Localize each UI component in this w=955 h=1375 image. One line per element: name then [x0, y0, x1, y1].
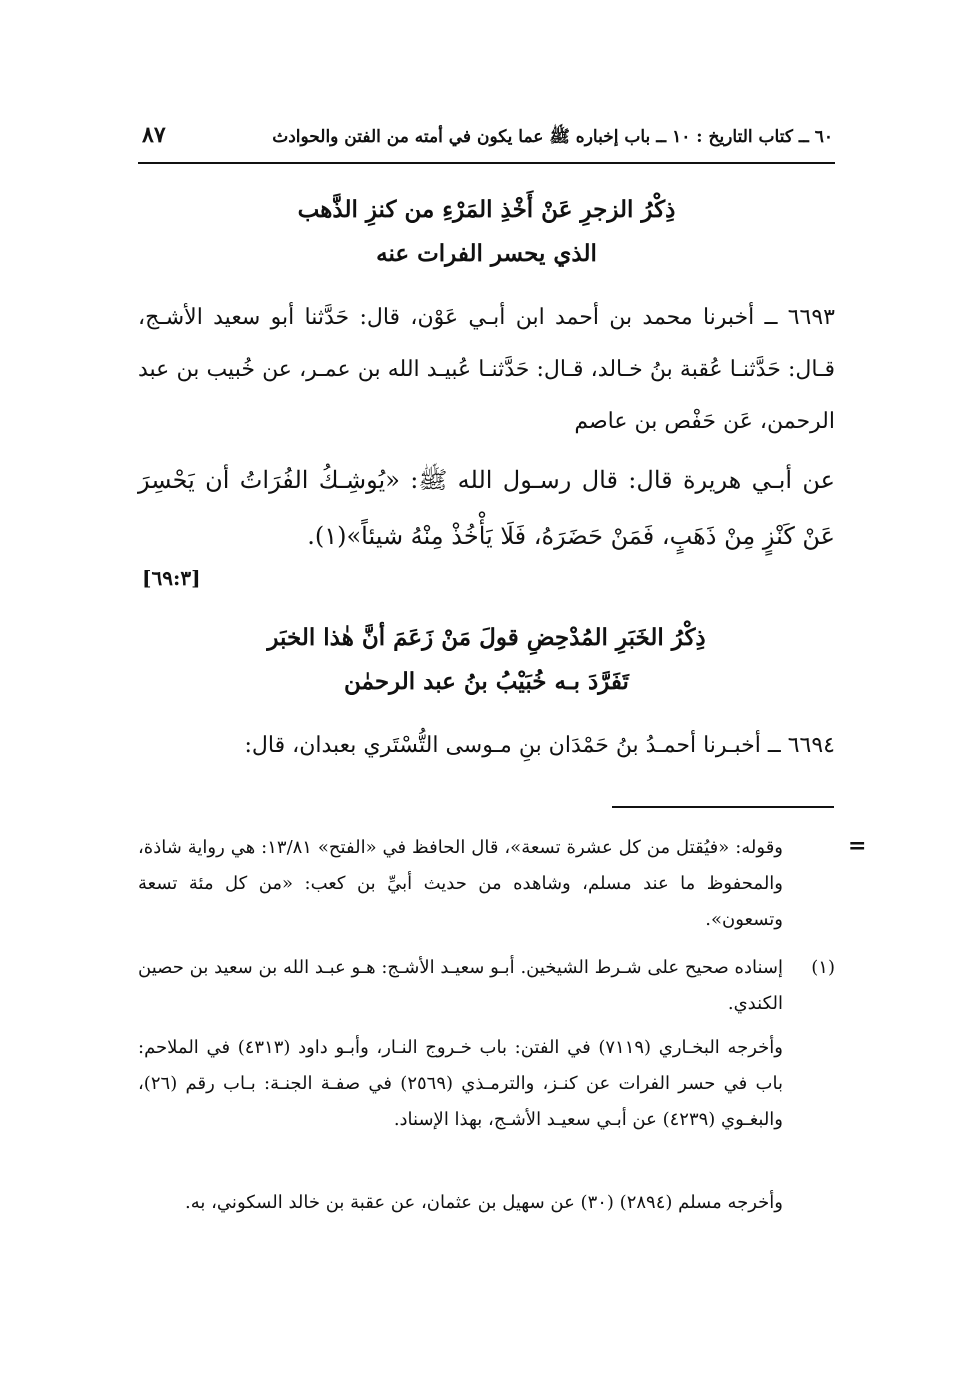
footnote-separator	[612, 806, 834, 808]
footnote-paragraph: إسناده صحيح على شـرط الشيخين. أبـو سعيـد الأشـج: هـو عبـد الله بن سعيد بن حصين الكندي.	[138, 957, 783, 1014]
page-number: ٨٧	[142, 122, 166, 148]
section-heading	[138, 616, 835, 704]
footnote-continuation: وقوله: «فيُقتل من كل عشرة تسعة»، قال الحافظ في «الفتح» ١٣/٨١: هي رواية شاذة، والمحفوظ ما عند مسلم، وشاهده من حديث أبيِّ بن كعب: «من كل مئة تسعة وتسعون».	[138, 837, 783, 930]
heading-line: تَفَرَّدَ بـه خُبَيْبُ بنُ عبد الرحمٰن	[344, 668, 629, 695]
heading-line: ذِكْرُ الخَبَرِ المُدْحِضِ قولَ مَنْ زَعَمَ أنَّ هٰذا الخبَر	[267, 624, 706, 651]
continuation-mark: =	[848, 833, 867, 859]
footnote-paragraph: وأخرجه البخـاري (٧١١٩) في الفتن: باب خـروج النـار، وأبـو داود (٤٣١٣) في الملاحم: باب في حسر الفرات عن كنـز، والترمـذي (٢٥٦٩) في صفـة الجنـة: بـاب رقم (٢٦)، والبغـوي (٤٢٣٩) عن أبـي سعيـد الأشـج، بهذا الإسناد.	[138, 1037, 783, 1130]
section-heading	[138, 188, 835, 276]
footnote-paragraph: وأخرجه مسلم (٢٨٩٤) (٣٠) عن سهيل بن عثمان، عن عقبة بن خالد السكوني، به.	[185, 1192, 783, 1213]
footnote-number: (١)	[811, 957, 835, 978]
header-title: ٦٠ ــ كتاب التاريخ : ١٠ ــ باب إخباره ﷺ عما يكون في أمته من الفتن والحوادث	[272, 127, 833, 147]
heading-line: ذِكْرُ الزجرِ عَنْ أَخْذِ المَرْءِ من كنزِ الذَّهب	[297, 196, 676, 223]
isnad-paragraph: ٦٦٩٣ ــ أخبرنا محمد بن أحمد ابن أبـي عَوْن، قال: حَدَّثنا أبو سعيد الأشـج، قـال: حَدَّثنـا عُقبة بنُ خـالد، قـال: حَدَّثنـا عُبيـد الله بن عمـر، عن خُبيب بن عبد الرحمن، عَن حَفْص بن عاصم	[138, 305, 835, 434]
running-header	[138, 118, 833, 160]
source-reference: [٦٩:٣]	[142, 566, 201, 590]
heading-line: الذي يحسر الفرات عنه	[376, 240, 597, 267]
isnad-paragraph: ٦٦٩٤ ــ أخبـرنا أحمـدُ بنُ حَمْدَان بنِ مـوسى التُّسْتَري بعبدان، قال:	[244, 733, 835, 758]
header-rule	[138, 162, 835, 164]
hadith-text: عن أبـي هريرة قال: قال رسـول الله ﷺ: «يُوشِـكُ الفُرَاتُ أن يَحْسِرَ عَنْ كَنْزٍ مِنْ ذَهَبٍ، فَمَنْ حَضَرَهُ، فَلَا يَأْخُذْ مِنْهُ شيئاً»(١).	[138, 466, 835, 550]
